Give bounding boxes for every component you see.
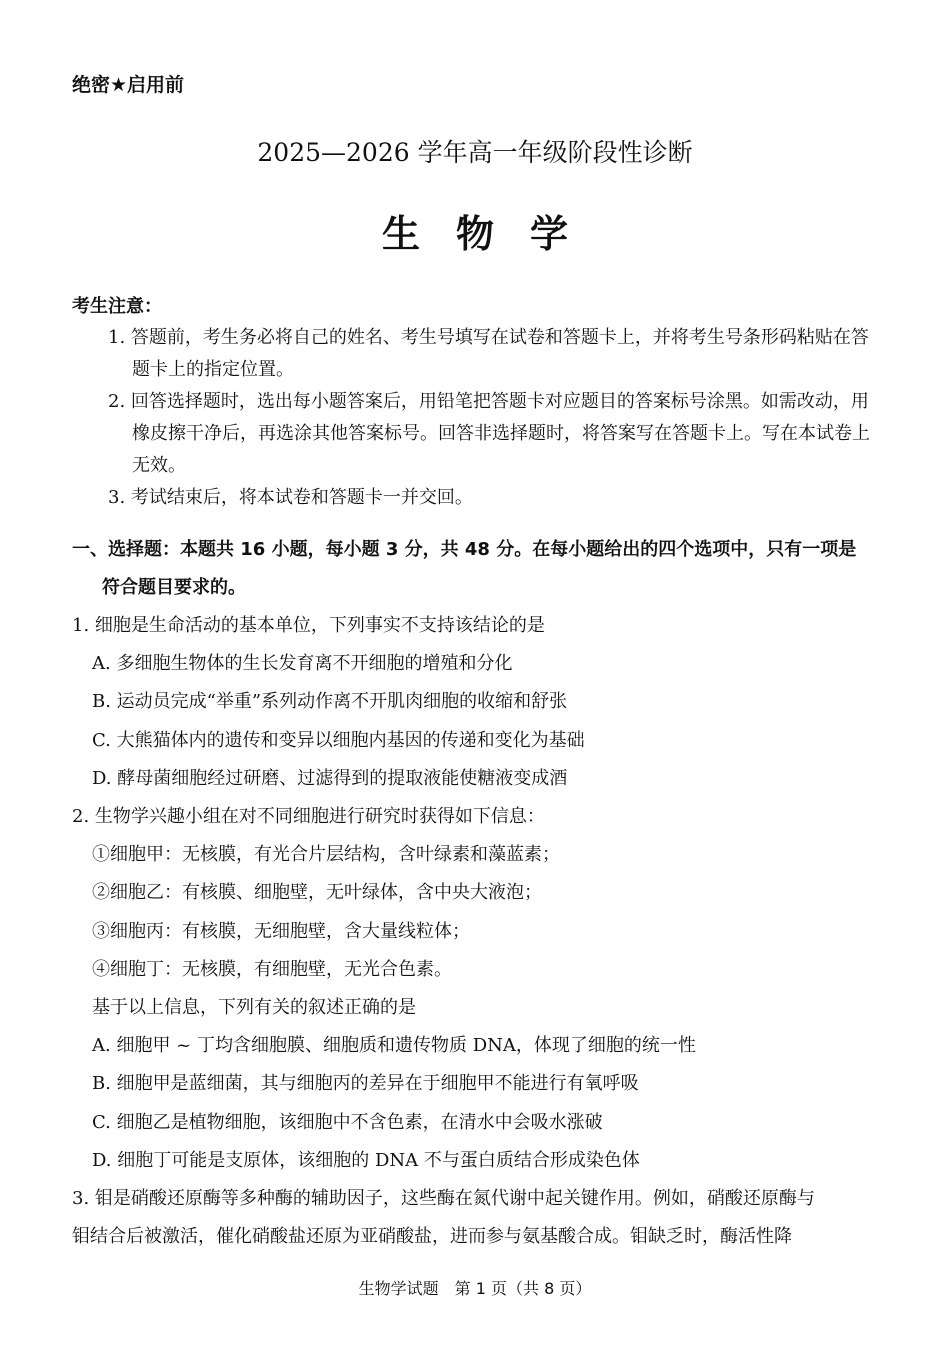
section-heading <box>72 531 872 607</box>
question-1-option-c: C. 大熊猫体内的遗传和变异以细胞内基因的传递和变化为基础 <box>92 729 585 751</box>
question-2-ask: 基于以上信息，下列有关的叙述正确的是 <box>92 997 416 1019</box>
question-1-option-d: D. 酵母菌细胞经过研磨、过滤得到的提取液能使糖液变成酒 <box>92 767 568 789</box>
question-1-option-a: A. 多细胞生物体的生长发育离不开细胞的增殖和分化 <box>92 653 513 675</box>
question-2-stem: 2. 生物学兴趣小组在对不同细胞进行研究时获得如下信息： <box>72 806 545 828</box>
question-2-info-1: ①细胞甲：无核膜，有光合片层结构，含叶绿素和藻蓝素； <box>92 844 560 866</box>
question-2-info-4: ④细胞丁：无核膜，有细胞壁，无光合色素。 <box>92 958 452 980</box>
question-2-option-c: C. 细胞乙是植物细胞，该细胞中不含色素，在清水中会吸水涨破 <box>92 1111 603 1133</box>
page-footer: 生物学试题 第 1 页（共 8 页） <box>358 1279 592 1298</box>
subject-title: 生物学 <box>381 212 604 256</box>
question-2-info-3: ③细胞丙：有核膜，无细胞壁，含大量线粒体； <box>92 920 470 942</box>
notice-item: 3. 考试结束后，将本试卷和答题卡一并交回。 <box>108 487 473 508</box>
question-1-option-b: B. 运动员完成“举重”系列动作离不开肌肉细胞的收缩和舒张 <box>92 691 568 713</box>
confidential-label: 绝密★启用前 <box>72 74 185 96</box>
question-2-option-d: D. 细胞丁可能是支原体，该细胞的 DNA 不与蛋白质结合形成染色体 <box>92 1149 640 1171</box>
question-1-stem: 1. 细胞是生命活动的基本单位，下列事实不支持该结论的是 <box>72 615 545 636</box>
question-2-option-b: B. 细胞甲是蓝细菌，其与细胞丙的差异在于细胞甲不能进行有氧呼吸 <box>92 1073 639 1095</box>
section-heading-line2: 符合题目要求的。 <box>102 577 246 598</box>
exam-title: 2025—2026 学年高一年级阶段性诊断 <box>257 138 693 167</box>
notice-heading: 考生注意： <box>72 296 162 317</box>
question-3-stem: 3. 钼是硝酸还原酶等多种酶的辅助因子，这些酶在氮代谢中起关键作用。例如，硝酸还原酶与 <box>72 1188 815 1210</box>
question-3-stem-cont: 钼结合后被激活，催化硝酸盐还原为亚硝酸盐，进而参与氨基酸合成。钼缺乏时，酶活性降 <box>72 1226 792 1248</box>
question-list <box>72 607 872 1256</box>
notice-list <box>72 322 872 514</box>
notice-item: 1. 答题前，考生务必将自己的姓名、考生号填写在试卷和答题卡上，并将考生号条形码粘贴在答题卡上的指定位置。 <box>108 327 869 380</box>
question-2-option-a: A. 细胞甲 ~ 丁均含细胞膜、细胞质和遗传物质 DNA，体现了细胞的统一性 <box>92 1035 696 1057</box>
question-2-info-2: ②细胞乙：有核膜、细胞壁，无叶绿体，含中央大液泡； <box>92 882 542 904</box>
notice-item: 2. 回答选择题时，选出每小题答案后，用铅笔把答题卡对应题目的答案标号涂黑。如需改动，用橡皮擦干净后，再选涂其他答案标号。回答非选择题时，将答案写在答题卡上。写在本试卷上无效。 <box>108 391 870 476</box>
section-heading-line1: 一、选择题：本题共 16 小题，每小题 3 分，共 48 分。在每小题给出的四个选项中，只有一项是 <box>72 539 857 560</box>
